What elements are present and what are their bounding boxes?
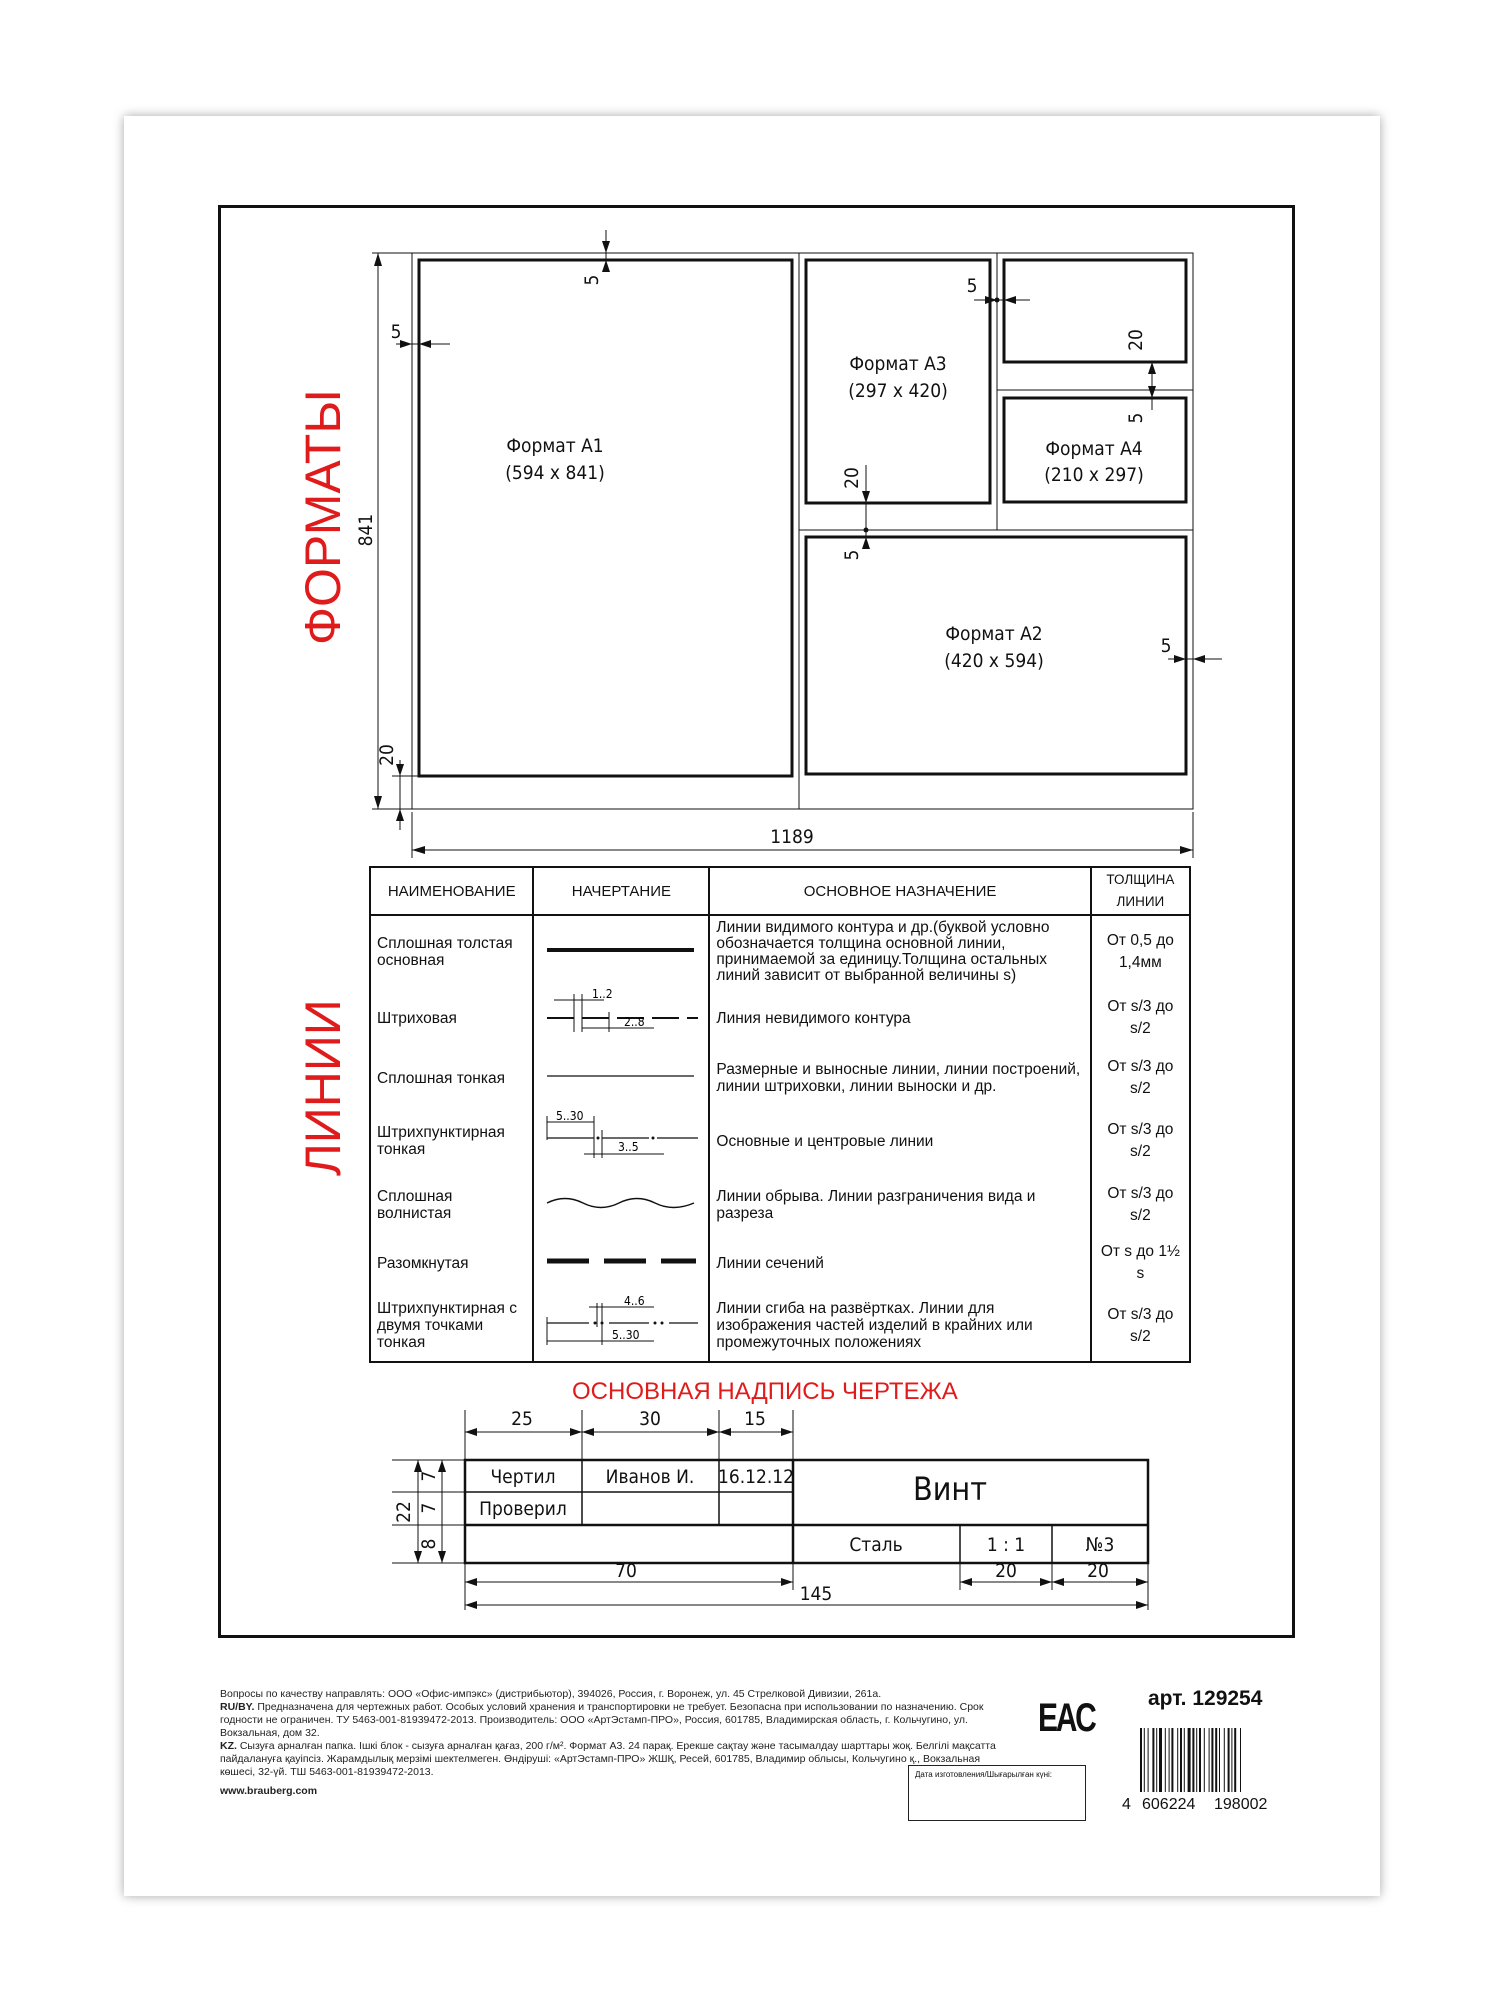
barcode-bar [1169, 1728, 1170, 1792]
header-purpose: ОСНОВНОЕ НАЗНАЧЕНИЕ [709, 867, 1090, 915]
part-name: Винт [912, 1470, 988, 1508]
line-purpose: Размерные и выносные линии, линии построений, линии штриховки, линии выноски и др. [709, 1048, 1090, 1108]
drawn-label: Чертил [490, 1466, 556, 1488]
barcode-bar [1240, 1728, 1241, 1792]
dim-20-a5: 20 [1125, 329, 1147, 351]
dim-841: 841 [355, 513, 377, 547]
barcode-bar [1171, 1728, 1173, 1792]
manufacture-date-label: Дата изготовления/Шығарылған күні: [915, 1770, 1052, 1779]
a1-size: (594 x 841) [505, 462, 605, 484]
barcode-bar [1165, 1728, 1166, 1792]
dim-30: 30 [639, 1408, 661, 1430]
barcode-bar [1224, 1728, 1225, 1792]
footer-text [220, 1688, 1005, 1798]
dim-8: 8 [418, 1538, 440, 1550]
line-purpose: Линии сечений [709, 1236, 1090, 1290]
line-thickness: От s до 1½ s [1091, 1236, 1190, 1290]
line-name: Разомкнутая [370, 1236, 533, 1290]
line-purpose: Линии сгиба на развёртках. Линии для изображения частей изделий в крайних или промежуточных положениях [709, 1290, 1090, 1362]
barcode-digits-left: 606224 [1142, 1796, 1196, 1813]
drawing-number: №3 [1085, 1534, 1115, 1556]
barcode-bar [1144, 1728, 1145, 1792]
dim-dash-gap: 1..2 [592, 988, 613, 1001]
line-thickness: От s/3 до s/2 [1091, 1174, 1190, 1236]
a4-size: (210 x 297) [1044, 464, 1144, 486]
dim-5-a2: 5 [841, 549, 863, 561]
scale: 1 : 1 [986, 1534, 1026, 1556]
barcode-bar [1204, 1728, 1205, 1792]
a1-name: Формат А1 [506, 435, 604, 457]
article-number: арт. 129254 [1148, 1687, 1263, 1710]
line-name: Штрихпунктирная тонкая [370, 1108, 533, 1174]
a3-size: (297 x 420) [848, 380, 948, 402]
a2-name: Формат А2 [945, 623, 1043, 645]
dim-dashdot-gap: 3..5 [618, 1140, 639, 1154]
line-name: Штрихпунктирная с двумя точками тонкая [370, 1290, 533, 1362]
dim-20-a3: 20 [841, 467, 863, 489]
dim-22: 22 [393, 1501, 415, 1523]
barcode-bar [1211, 1728, 1213, 1792]
barcode-bar [1156, 1728, 1157, 1792]
dim-145: 145 [799, 1583, 833, 1605]
dim-dashdotdot-len: 5..30 [612, 1327, 640, 1342]
a2-size: (420 x 594) [944, 650, 1044, 672]
barcode-bar [1152, 1728, 1154, 1792]
dim-15: 15 [744, 1408, 766, 1430]
dim-20-left: 20 [376, 744, 398, 766]
barcode-bar [1196, 1728, 1197, 1792]
line-thickness: От s/3 до s/2 [1091, 988, 1190, 1048]
a3-name: Формат А3 [849, 353, 947, 375]
line-name: Сплошная тонкая [370, 1048, 533, 1108]
dim-5-a4: 5 [1125, 412, 1147, 424]
dim-20b: 20 [1087, 1560, 1109, 1582]
dim-dashdotdot-gap: 4..6 [624, 1293, 645, 1308]
lines-title: ЛИНИИ [295, 999, 351, 1176]
barcode-bar [1180, 1728, 1182, 1792]
dim-25: 25 [511, 1408, 533, 1430]
barcode-bar [1140, 1728, 1142, 1792]
dim-5-left: 5 [390, 321, 402, 343]
footer-quality: Вопросы по качеству направлять: ООО «Офис-импэкс» (дистрибьютор), 394026, Россия, г. Воронеж, ул. 45 Стрелковой Дивизии, 261а. [220, 1688, 882, 1700]
manufacture-date-box [908, 1765, 1086, 1821]
dim-dashdot-len: 5..30 [556, 1109, 584, 1123]
title-block-heading: ОСНОВНАЯ НАДПИСЬ ЧЕРТЕЖА [572, 1378, 958, 1405]
dim-70: 70 [615, 1560, 637, 1582]
barcode-bar [1177, 1728, 1178, 1792]
dim-20a: 20 [995, 1560, 1017, 1582]
barcode-bar [1188, 1728, 1191, 1792]
barcode-bar [1219, 1728, 1220, 1792]
barcode-bar [1192, 1728, 1194, 1792]
barcode-bar [1215, 1728, 1217, 1792]
formats-title: ФОРМАТЫ [295, 389, 351, 645]
header-thickness: ТОЛЩИНА ЛИНИИ [1091, 867, 1190, 915]
barcode-bar [1148, 1728, 1149, 1792]
barcode [1138, 1728, 1288, 1796]
barcode-bar [1228, 1728, 1230, 1792]
a4-name: Формат А4 [1045, 438, 1143, 460]
line-purpose: Основные и центровые линии [709, 1108, 1090, 1174]
line-name: Сплошная толстая основная [370, 915, 533, 988]
dim-5-a2-right: 5 [1160, 635, 1172, 657]
footer-ru: RU/BY. Предназначена для чертежных работ. Особых условий хранения и транспортировки не требует. Безопасна при использовании по назначению. Срок годности не ограничен. ТУ 5463-001-81939472-2013. Производитель: ООО «АртЭстамп-ПРО», Россия, 601785, Владимирская область, г. Кольчугино, ул. Вокзальная, дом 32. [220, 1701, 984, 1739]
dim-5-a3: 5 [966, 275, 978, 297]
footer-kz: KZ. Сызуға арналған папка. Ішкі блок - сызуға арналған қағаз, 200 г/м². Формат А3. 24 парақ. Ерекше сақтау және тасымалдау шарттары жоқ. Белгілі мақсатта пайдалануға қауіпсіз. Жарамдылық мерзімі шектелмеген. Өндіруші: «АртЭстамп-ПРО» ЖШҚ, Ресей, 601785, Владимир облысы, Кольчугино қ., Вокзальная көшесі, 32-үй. ТШ 5463-001-81939472-2013. [220, 1740, 996, 1778]
dim-dash-len: 2..8 [624, 1015, 645, 1029]
line-purpose: Линии обрыва. Линии разграничения вида и разреза [709, 1174, 1090, 1236]
dim-7b: 7 [418, 1502, 440, 1514]
line-thickness: От s/3 до s/2 [1091, 1048, 1190, 1108]
line-name: Штриховая [370, 988, 533, 1048]
drawn-date: 16.12.12 [717, 1466, 795, 1488]
barcode-bar [1159, 1728, 1162, 1792]
line-thickness: От s/3 до s/2 [1091, 1108, 1190, 1174]
barcode-prefix: 4 [1122, 1796, 1131, 1813]
barcode-bar [1209, 1728, 1210, 1792]
line-purpose: Линии видимого контура и др.(буквой условно обозначается толщина основной линии, принимаемой за единицу.Толщина остальных линий зависит от выбранной величины s) [709, 915, 1090, 988]
barcode-bar [1199, 1728, 1201, 1792]
drawn-by: Иванов И. [605, 1466, 695, 1488]
barcode-bar [1234, 1728, 1236, 1792]
header-name: НАИМЕНОВАНИЕ [370, 867, 533, 915]
barcode-bar [1184, 1728, 1185, 1792]
checked-label: Проверил [479, 1498, 567, 1520]
material: Сталь [849, 1534, 903, 1556]
line-purpose: Линия невидимого контура [709, 988, 1090, 1048]
barcode-digits-right: 198002 [1214, 1796, 1268, 1813]
line-thickness: От 0,5 до 1,4мм [1091, 915, 1190, 988]
dim-1189: 1189 [770, 826, 814, 848]
dim-5-top: 5 [581, 274, 603, 286]
eac-logo: EAC [1038, 1696, 1095, 1740]
barcode-bar [1231, 1728, 1232, 1792]
header-style: НАЧЕРТАНИЕ [533, 867, 709, 915]
footer-website: www.brauberg.com [220, 1785, 318, 1797]
line-name: Сплошная волнистая [370, 1174, 533, 1236]
line-thickness: От s/3 до s/2 [1091, 1290, 1190, 1362]
dim-7a: 7 [418, 1470, 440, 1482]
